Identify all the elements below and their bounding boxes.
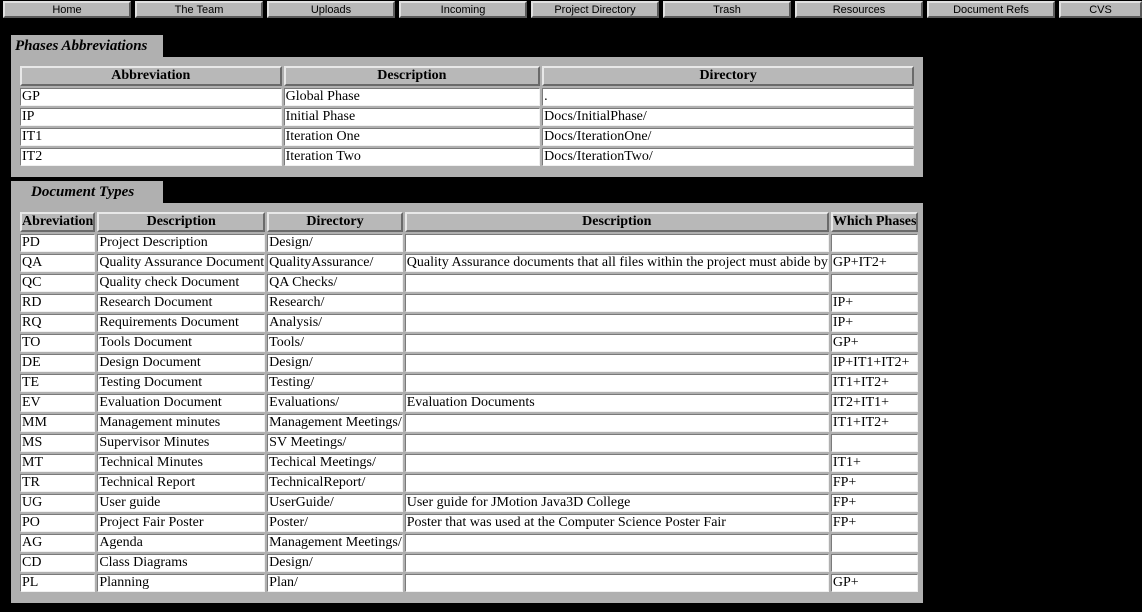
- table-row: [20, 274, 918, 292]
- phases-col-directory: Directory: [542, 66, 914, 86]
- doctypes-cell-phases: IT1+IT2+: [831, 374, 919, 392]
- doctypes-cell-description: [405, 334, 829, 352]
- doctypes-cell-description: [405, 574, 829, 592]
- doctypes-cell-phases: IT1+: [831, 454, 919, 472]
- nav-cvs[interactable]: CVS: [1059, 1, 1142, 18]
- doctypes-cell-phases: IP+IT1+IT2+: [831, 354, 919, 372]
- doctypes-title: Document Types: [11, 181, 163, 203]
- nav-resources[interactable]: Resources: [795, 1, 923, 18]
- doctypes-cell-description: [405, 274, 829, 292]
- doctypes-cell-abbreviation: RQ: [20, 314, 95, 332]
- doctypes-col-directory: Directory: [267, 212, 403, 232]
- doctypes-cell-phases: IP+: [831, 294, 919, 312]
- doctypes-cell-description: [405, 454, 829, 472]
- nav-home[interactable]: Home: [3, 1, 131, 18]
- doctypes-cell-abbreviation: UG: [20, 494, 95, 512]
- doctypes-cell-directory: QualityAssurance/: [267, 254, 403, 272]
- nav-the-team[interactable]: The Team: [135, 1, 263, 18]
- doctypes-cell-directory: Design/: [267, 554, 403, 572]
- phases-col-description: Description: [284, 66, 541, 86]
- table-row: [20, 334, 918, 352]
- doctypes-cell-directory: Design/: [267, 354, 403, 372]
- doctypes-cell-phases: FP+: [831, 494, 919, 512]
- table-row: [20, 494, 918, 512]
- doctypes-cell-name: User guide: [97, 494, 265, 512]
- table-row: [20, 294, 918, 312]
- doctypes-cell-name: Requirements Document: [97, 314, 265, 332]
- phases-cell-description: Iteration Two: [284, 148, 541, 166]
- doctypes-cell-name: Project Fair Poster: [97, 514, 265, 532]
- doctypes-cell-description: Quality Assurance documents that all files within the project must abide by: [406, 255, 828, 270]
- nav-incoming[interactable]: Incoming: [399, 1, 527, 18]
- doctypes-cell-name: Technical Report: [97, 474, 265, 492]
- phases-cell-abbreviation: IP: [20, 108, 282, 126]
- doctypes-cell-directory: Management Meetings/: [269, 535, 402, 550]
- doctypes-cell-name: Research Document: [97, 294, 265, 312]
- phases-cell-directory: Docs/IterationTwo/: [542, 148, 914, 166]
- table-row: [20, 374, 918, 392]
- doctypes-header-row: [20, 212, 918, 232]
- phases-cell-description: Global Phase: [284, 88, 541, 106]
- doctypes-cell-abbreviation: RD: [20, 294, 95, 312]
- doctypes-cell-abbreviation: QA: [20, 254, 95, 272]
- doctypes-cell-abbreviation: AG: [20, 534, 95, 552]
- table-row: [20, 574, 918, 592]
- phases-header-row: [20, 66, 914, 86]
- doctypes-cell-directory: Testing/: [267, 374, 403, 392]
- doctypes-cell-name: Management minutes: [97, 414, 265, 432]
- doctypes-cell-description: Evaluation Documents: [405, 394, 829, 412]
- doctypes-cell-name: Agenda: [97, 534, 265, 552]
- doctypes-cell-phases: IT1+IT2+: [831, 414, 919, 432]
- doctypes-cell-directory: Tools/: [267, 334, 403, 352]
- doctypes-cell-description: [405, 294, 829, 312]
- doctypes-cell-description: [405, 374, 829, 392]
- doctypes-cell-abbreviation: PL: [20, 574, 95, 592]
- table-row: [20, 108, 914, 126]
- phases-col-abbreviation: Abbreviation: [20, 66, 282, 86]
- doctypes-cell-phases: FP+: [831, 474, 919, 492]
- doctypes-cell-abbreviation: TO: [20, 334, 95, 352]
- doctypes-cell-phases: [831, 274, 919, 292]
- doctypes-cell-name: Evaluation Document: [97, 394, 265, 412]
- doctypes-cell-phases: [831, 534, 919, 552]
- phases-cell-directory: .: [542, 88, 914, 106]
- doctypes-cell-name: Design Document: [97, 354, 265, 372]
- doctypes-cell-phases: GP+: [831, 334, 919, 352]
- doctypes-cell-directory: UserGuide/: [267, 494, 403, 512]
- table-row: [20, 454, 918, 472]
- doctypes-cell-phases: GP+IT2+: [831, 254, 919, 272]
- phases-cell-directory: Docs/IterationOne/: [542, 128, 914, 146]
- doctypes-cell-abbreviation: PO: [20, 514, 95, 532]
- doctypes-cell-description: [405, 534, 829, 552]
- table-row: [20, 234, 918, 252]
- doctypes-cell-phases: IP+: [831, 314, 919, 332]
- doctypes-cell-abbreviation: EV: [20, 394, 95, 412]
- doctypes-panel: [11, 203, 923, 603]
- doctypes-cell-abbreviation: MM: [20, 414, 95, 432]
- doctypes-cell-abbreviation: DE: [20, 354, 95, 372]
- doctypes-cell-abbreviation: QC: [20, 274, 95, 292]
- doctypes-cell-phases: [831, 234, 919, 252]
- doctypes-cell-phases: GP+: [831, 574, 919, 592]
- table-row: [20, 474, 918, 492]
- nav-trash[interactable]: Trash: [663, 1, 791, 18]
- doctypes-cell-name: Planning: [97, 574, 265, 592]
- phases-cell-abbreviation: GP: [20, 88, 282, 106]
- doctypes-cell-description: [405, 354, 829, 372]
- doctypes-cell-phases: [831, 554, 919, 572]
- doctypes-cell-name: Project Description: [97, 234, 265, 252]
- phases-panel: [11, 57, 923, 177]
- doctypes-cell-directory: Management Meetings/: [269, 415, 402, 430]
- table-row: [20, 554, 918, 572]
- doctypes-cell-abbreviation: CD: [20, 554, 95, 572]
- doctypes-cell-directory: Plan/: [267, 574, 403, 592]
- table-row: [20, 254, 918, 272]
- nav-uploads[interactable]: Uploads: [267, 1, 395, 18]
- doctypes-cell-directory: TechnicalReport/: [267, 474, 403, 492]
- phases-cell-abbreviation: IT2: [20, 148, 282, 166]
- doctypes-cell-directory: Poster/: [267, 514, 403, 532]
- phases-cell-abbreviation: IT1: [20, 128, 282, 146]
- doctypes-cell-description: Poster that was used at the Computer Science Poster Fair: [405, 514, 829, 532]
- phases-title: Phases Abbreviations: [11, 35, 163, 57]
- phases-cell-directory: Docs/InitialPhase/: [542, 108, 914, 126]
- doctypes-col-name: Description: [97, 212, 265, 232]
- doctypes-col-abbreviation: Abreviation: [20, 212, 95, 232]
- top-nav: [0, 0, 1142, 21]
- doctypes-cell-description: [405, 554, 829, 572]
- doctypes-cell-phases: FP+: [831, 514, 919, 532]
- doctypes-cell-directory: SV Meetings/: [267, 434, 403, 452]
- table-row: [20, 414, 918, 432]
- doctypes-cell-description: [405, 474, 829, 492]
- doctypes-cell-directory: QA Checks/: [267, 274, 403, 292]
- doctypes-cell-directory: Research/: [267, 294, 403, 312]
- doctypes-cell-name: Technical Minutes: [97, 454, 265, 472]
- doctypes-col-description: Description: [405, 212, 829, 232]
- doctypes-cell-name: Quality check Document: [97, 274, 265, 292]
- table-row: [20, 128, 914, 146]
- doctypes-cell-name: Tools Document: [97, 334, 265, 352]
- table-row: [20, 394, 918, 412]
- doctypes-cell-description: [405, 234, 829, 252]
- table-row: [20, 88, 914, 106]
- nav-project-directory[interactable]: Project Directory: [531, 1, 659, 18]
- doctypes-cell-phases: [831, 434, 919, 452]
- table-row: [20, 148, 914, 166]
- doctypes-table: [18, 210, 920, 594]
- nav-document-refs[interactable]: Document Refs: [927, 1, 1055, 18]
- doctypes-cell-name: Class Diagrams: [97, 554, 265, 572]
- doctypes-cell-description: User guide for JMotion Java3D College: [405, 494, 829, 512]
- table-row: [20, 354, 918, 372]
- doctypes-cell-directory: Analysis/: [267, 314, 403, 332]
- phases-cell-description: Initial Phase: [284, 108, 541, 126]
- doctypes-cell-name: Testing Document: [97, 374, 265, 392]
- doctypes-cell-directory: Design/: [267, 234, 403, 252]
- doctypes-cell-phases: IT2+IT1+: [831, 394, 919, 412]
- doctypes-cell-abbreviation: MS: [20, 434, 95, 452]
- doctypes-cell-directory: Evaluations/: [267, 394, 403, 412]
- table-row: [20, 534, 918, 552]
- doctypes-cell-abbreviation: TR: [20, 474, 95, 492]
- doctypes-cell-abbreviation: TE: [20, 374, 95, 392]
- doctypes-col-phases: Which Phases: [831, 212, 919, 232]
- phases-cell-description: Iteration One: [284, 128, 541, 146]
- doctypes-cell-abbreviation: PD: [20, 234, 95, 252]
- doctypes-cell-name: Supervisor Minutes: [97, 434, 265, 452]
- doctypes-cell-description: [405, 414, 829, 432]
- doctypes-cell-description: [405, 314, 829, 332]
- phases-table: [18, 64, 916, 168]
- table-row: [20, 314, 918, 332]
- doctypes-cell-abbreviation: MT: [20, 454, 95, 472]
- table-row: [20, 434, 918, 452]
- doctypes-cell-directory: Techical Meetings/: [267, 454, 403, 472]
- table-row: [20, 514, 918, 532]
- doctypes-cell-name: Quality Assurance Document: [99, 255, 265, 270]
- doctypes-cell-description: [405, 434, 829, 452]
